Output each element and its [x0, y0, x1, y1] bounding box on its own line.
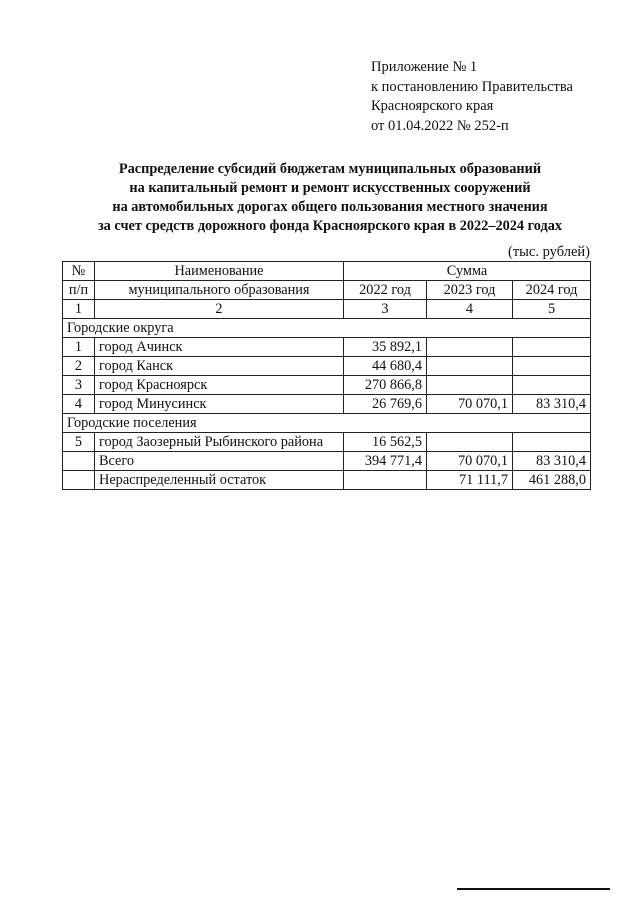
row-value-2022: 270 866,8: [344, 376, 427, 395]
signature-line: [457, 888, 610, 890]
row-value-2024: [513, 357, 591, 376]
row-number: 5: [63, 433, 95, 452]
row-name: город Канск: [95, 357, 344, 376]
column-number: 4: [427, 300, 513, 319]
remainder-empty-cell: [63, 471, 95, 490]
header-year-2023: 2023 год: [427, 281, 513, 300]
table-row: [63, 433, 591, 452]
header-year-2024: 2024 год: [513, 281, 591, 300]
table-row: [63, 395, 591, 414]
header-name-cell: [95, 262, 344, 281]
row-value-2024: [513, 433, 591, 452]
remainder-value-2023: 71 111,7: [427, 471, 513, 490]
remainder-value-2022: [344, 471, 427, 490]
row-value-2022: 16 562,5: [344, 433, 427, 452]
section-row: [63, 319, 591, 338]
total-label: Всего: [95, 452, 344, 471]
header-name-2: муниципального образования: [95, 281, 344, 300]
remainder-row: [63, 471, 591, 490]
column-number-row: [63, 300, 591, 319]
header-num-2: п/п: [63, 281, 95, 300]
column-number: 2: [95, 300, 344, 319]
row-value-2023: [427, 433, 513, 452]
subsidy-table: [62, 261, 591, 490]
annex-line: Красноярского края: [371, 98, 494, 114]
row-value-2023: [427, 357, 513, 376]
row-value-2024: [513, 338, 591, 357]
total-value-2023: 70 070,1: [427, 452, 513, 471]
annex-line: Приложение № 1: [371, 59, 478, 75]
remainder-value-2024: 461 288,0: [513, 471, 591, 490]
header-row: [63, 262, 591, 281]
row-value-2022: 44 680,4: [344, 357, 427, 376]
title-line: за счет средств дорожного фонда Красноярского края в 2022–2024 годах: [97, 218, 563, 234]
row-number: 2: [63, 357, 95, 376]
table-row: [63, 338, 591, 357]
total-value-2024: 83 310,4: [513, 452, 591, 471]
row-value-2024: [513, 376, 591, 395]
row-name: город Красноярск: [95, 376, 344, 395]
row-value-2022: 35 892,1: [344, 338, 427, 357]
section-title: Городские поселения: [63, 414, 591, 433]
row-number: 3: [63, 376, 95, 395]
row-value-2024: 83 310,4: [513, 395, 591, 414]
annex-line: к постановлению Правительства: [371, 78, 573, 95]
row-number: 1: [63, 338, 95, 357]
total-empty-cell: [63, 452, 95, 471]
row-name: город Минусинск: [95, 395, 344, 414]
units-label: (тыс. рублей): [508, 244, 590, 260]
row-value-2023: [427, 376, 513, 395]
title-line: на автомобильных дорогах общего пользования местного значения: [112, 199, 548, 215]
column-number: 1: [63, 300, 95, 319]
column-number: 3: [344, 300, 427, 319]
table-row: [63, 376, 591, 395]
table-row: [63, 357, 591, 376]
header-row: [63, 281, 591, 300]
row-number: 4: [63, 395, 95, 414]
header-num-cell: [63, 262, 95, 281]
total-row: [63, 452, 591, 471]
section-title: Городские округа: [63, 319, 591, 338]
annex-block: [371, 58, 573, 136]
header-num: №: [71, 263, 86, 279]
row-value-2022: 26 769,6: [344, 395, 427, 414]
remainder-label: Нераспределенный остаток: [95, 471, 344, 490]
row-name: город Ачинск: [95, 338, 344, 357]
header-sum: Сумма: [344, 262, 591, 281]
title-line: Распределение субсидий бюджетам муниципальных образований: [118, 161, 542, 177]
total-value-2022: 394 771,4: [344, 452, 427, 471]
section-row: [63, 414, 591, 433]
column-number: 5: [513, 300, 591, 319]
title-line: на капитальный ремонт и ремонт искусственных сооружений: [129, 180, 531, 196]
document-title: [40, 160, 620, 236]
row-name: город Заозерный Рыбинского района: [95, 433, 344, 452]
row-value-2023: [427, 338, 513, 357]
row-value-2023: 70 070,1: [427, 395, 513, 414]
annex-line: от 01.04.2022 № 252-п: [371, 117, 509, 134]
header-year-2022: 2022 год: [344, 281, 427, 300]
header-name: Наименование: [174, 263, 264, 279]
